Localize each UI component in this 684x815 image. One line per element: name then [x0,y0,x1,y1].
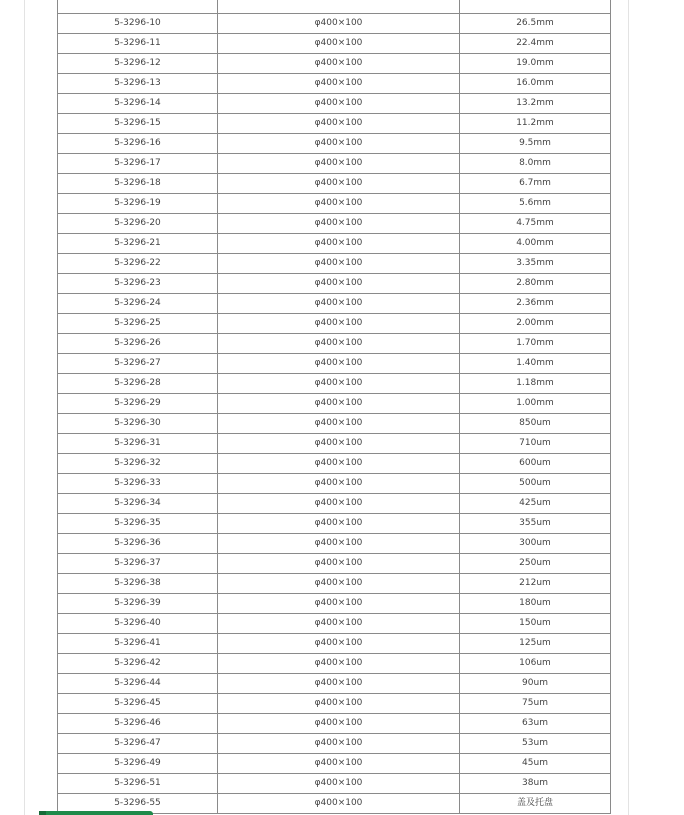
size-cell: φ400×100 [218,414,460,434]
aperture-cell: 22.4mm [460,34,611,54]
table-row [58,694,611,714]
table-row [58,554,611,574]
product-code-cell: 5-3296-46 [58,714,218,734]
table-row [58,614,611,634]
size-cell: φ400×100 [218,514,460,534]
product-code-cell: 5-3296-37 [58,554,218,574]
aperture-cell: 710um [460,434,611,454]
aperture-cell: 1.18mm [460,374,611,394]
size-cell: φ400×100 [218,714,460,734]
aperture-cell: 2.00mm [460,314,611,334]
size-cell: φ400×100 [218,174,460,194]
table-row [58,54,611,74]
size-cell: φ400×100 [218,694,460,714]
product-code-cell: 5-3296-16 [58,134,218,154]
aperture-cell: 盖及托盘 [460,794,611,814]
product-code-cell [58,0,218,14]
table-row [58,334,611,354]
aperture-cell: 45um [460,754,611,774]
size-cell: φ400×100 [218,134,460,154]
size-cell: φ400×100 [218,234,460,254]
size-cell: φ400×100 [218,654,460,674]
table-row [58,274,611,294]
table-row [58,594,611,614]
aperture-cell: 90um [460,674,611,694]
aperture-cell: 53um [460,734,611,754]
aperture-cell: 4.75mm [460,214,611,234]
size-cell: φ400×100 [218,274,460,294]
product-code-cell: 5-3296-32 [58,454,218,474]
table-row [58,514,611,534]
size-cell [218,0,460,14]
size-cell: φ400×100 [218,74,460,94]
product-code-cell: 5-3296-14 [58,94,218,114]
table-row [58,754,611,774]
size-cell: φ400×100 [218,54,460,74]
table-row [58,674,611,694]
table-row [58,114,611,134]
section-tab-bar[interactable] [39,811,153,815]
product-code-cell: 5-3296-49 [58,754,218,774]
product-code-cell: 5-3296-13 [58,74,218,94]
size-cell: φ400×100 [218,494,460,514]
table-row [58,654,611,674]
aperture-cell: 4.00mm [460,234,611,254]
size-cell: φ400×100 [218,674,460,694]
size-cell: φ400×100 [218,734,460,754]
table-row [58,214,611,234]
table-row [58,94,611,114]
aperture-cell: 16.0mm [460,74,611,94]
table-row [58,374,611,394]
aperture-cell: 850um [460,414,611,434]
table-row [58,154,611,174]
product-code-cell: 5-3296-45 [58,694,218,714]
table-row [58,194,611,214]
aperture-cell: 11.2mm [460,114,611,134]
size-cell: φ400×100 [218,214,460,234]
size-cell: φ400×100 [218,314,460,334]
aperture-cell: 500um [460,474,611,494]
size-cell: φ400×100 [218,194,460,214]
aperture-cell: 13.2mm [460,94,611,114]
size-cell: φ400×100 [218,354,460,374]
aperture-cell: 26.5mm [460,14,611,34]
aperture-cell: 150um [460,614,611,634]
product-code-cell: 5-3296-42 [58,654,218,674]
size-cell: φ400×100 [218,254,460,274]
aperture-cell [460,0,611,14]
table-row [58,74,611,94]
aperture-cell: 425um [460,494,611,514]
table-row [58,254,611,274]
aperture-cell: 180um [460,594,611,614]
table-row [58,774,611,794]
size-cell: φ400×100 [218,434,460,454]
aperture-cell: 250um [460,554,611,574]
size-cell: φ400×100 [218,154,460,174]
product-code-cell: 5-3296-17 [58,154,218,174]
product-code-cell: 5-3296-15 [58,114,218,134]
size-cell: φ400×100 [218,374,460,394]
aperture-cell: 9.5mm [460,134,611,154]
table-row [58,294,611,314]
aperture-cell: 6.7mm [460,174,611,194]
table-row [58,174,611,194]
product-code-cell: 5-3296-28 [58,374,218,394]
product-code-cell: 5-3296-10 [58,14,218,34]
table-row [58,534,611,554]
aperture-cell: 1.00mm [460,394,611,414]
aperture-cell: 212um [460,574,611,594]
aperture-cell: 300um [460,534,611,554]
product-code-cell: 5-3296-26 [58,334,218,354]
table-row [58,394,611,414]
table-row [58,634,611,654]
table-row [58,314,611,334]
aperture-cell: 75um [460,694,611,714]
product-code-cell: 5-3296-25 [58,314,218,334]
spec-table-body [58,0,611,814]
product-code-cell: 5-3296-40 [58,614,218,634]
table-row [58,0,611,14]
product-code-cell: 5-3296-44 [58,674,218,694]
size-cell: φ400×100 [218,794,460,814]
product-code-cell: 5-3296-51 [58,774,218,794]
table-row [58,714,611,734]
size-cell: φ400×100 [218,774,460,794]
product-code-cell: 5-3296-47 [58,734,218,754]
size-cell: φ400×100 [218,574,460,594]
product-code-cell: 5-3296-21 [58,234,218,254]
product-code-cell: 5-3296-31 [58,434,218,454]
aperture-cell: 2.80mm [460,274,611,294]
table-row [58,34,611,54]
product-code-cell: 5-3296-30 [58,414,218,434]
table-row [58,414,611,434]
aperture-cell: 1.70mm [460,334,611,354]
product-code-cell: 5-3296-22 [58,254,218,274]
product-code-cell: 5-3296-19 [58,194,218,214]
product-code-cell: 5-3296-34 [58,494,218,514]
size-cell: φ400×100 [218,754,460,774]
table-row [58,234,611,254]
product-code-cell: 5-3296-38 [58,574,218,594]
table-row [58,474,611,494]
table-row [58,734,611,754]
product-code-cell: 5-3296-29 [58,394,218,414]
aperture-cell: 355um [460,514,611,534]
size-cell: φ400×100 [218,394,460,414]
size-cell: φ400×100 [218,534,460,554]
aperture-cell: 106um [460,654,611,674]
aperture-cell: 38um [460,774,611,794]
product-code-cell: 5-3296-55 [58,794,218,814]
size-cell: φ400×100 [218,474,460,494]
aperture-cell: 19.0mm [460,54,611,74]
product-code-cell: 5-3296-39 [58,594,218,614]
size-cell: φ400×100 [218,114,460,134]
product-code-cell: 5-3296-18 [58,174,218,194]
product-code-cell: 5-3296-23 [58,274,218,294]
table-row [58,354,611,374]
aperture-cell: 8.0mm [460,154,611,174]
table-row [58,574,611,594]
size-cell: φ400×100 [218,34,460,54]
size-cell: φ400×100 [218,594,460,614]
table-row [58,494,611,514]
size-cell: φ400×100 [218,454,460,474]
size-cell: φ400×100 [218,634,460,654]
size-cell: φ400×100 [218,554,460,574]
table-row [58,14,611,34]
size-cell: φ400×100 [218,294,460,314]
aperture-cell: 5.6mm [460,194,611,214]
product-code-cell: 5-3296-41 [58,634,218,654]
product-code-cell: 5-3296-33 [58,474,218,494]
product-spec-table [57,0,611,814]
table-row [58,454,611,474]
size-cell: φ400×100 [218,14,460,34]
aperture-cell: 3.35mm [460,254,611,274]
product-code-cell: 5-3296-24 [58,294,218,314]
table-row [58,434,611,454]
size-cell: φ400×100 [218,334,460,354]
aperture-cell: 125um [460,634,611,654]
product-code-cell: 5-3296-36 [58,534,218,554]
aperture-cell: 2.36mm [460,294,611,314]
table-row [58,134,611,154]
aperture-cell: 1.40mm [460,354,611,374]
product-code-cell: 5-3296-35 [58,514,218,534]
aperture-cell: 63um [460,714,611,734]
size-cell: φ400×100 [218,94,460,114]
product-code-cell: 5-3296-12 [58,54,218,74]
product-code-cell: 5-3296-27 [58,354,218,374]
size-cell: φ400×100 [218,614,460,634]
product-code-cell: 5-3296-11 [58,34,218,54]
aperture-cell: 600um [460,454,611,474]
product-code-cell: 5-3296-20 [58,214,218,234]
